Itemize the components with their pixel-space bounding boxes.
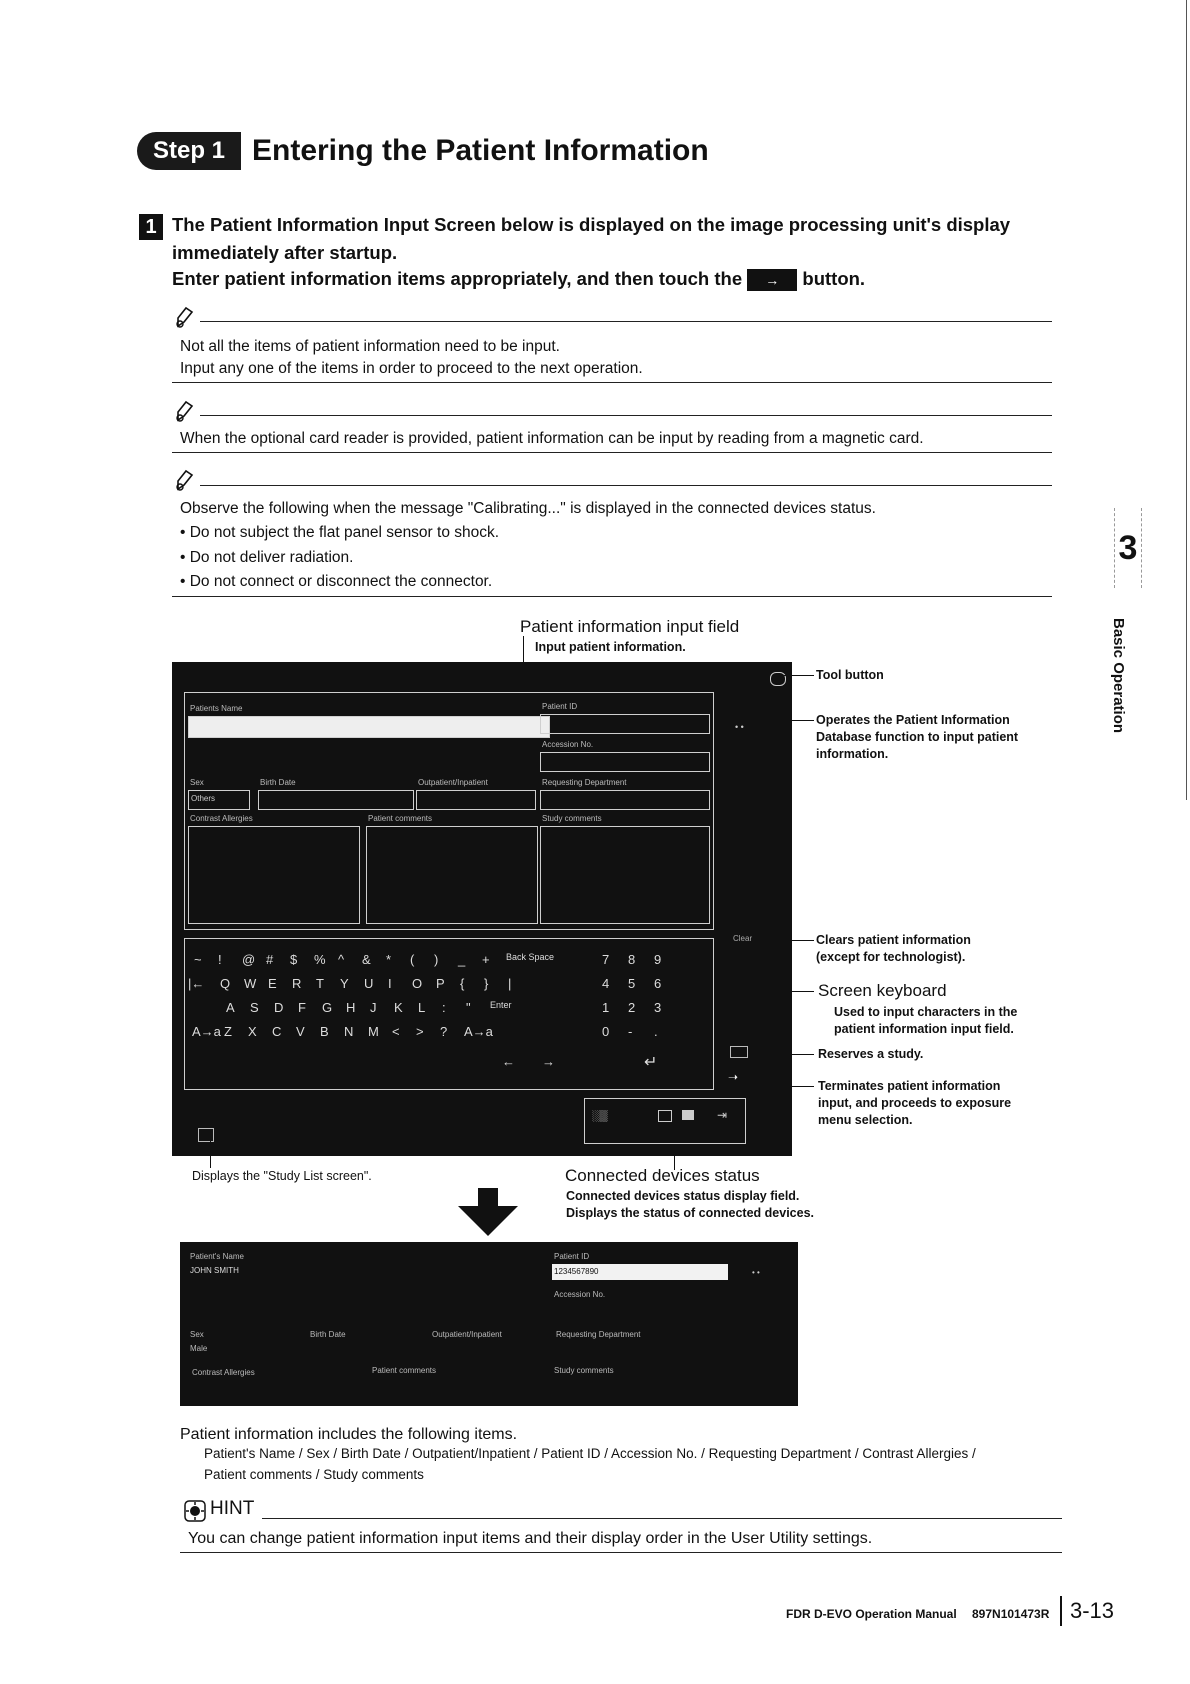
keyboard-key[interactable]: } — [484, 976, 489, 991]
s2-id-value: 1234567890 — [554, 1267, 599, 1276]
keyboard-key[interactable]: I — [388, 976, 392, 991]
devices-callout-line2: Displays the status of connected devices. — [566, 1206, 814, 1220]
database-callout — [816, 712, 1018, 763]
terminate-arrow-icon[interactable]: ➝ — [728, 1070, 739, 1084]
contrast-label: Contrast Allergies — [190, 814, 253, 823]
clear-callout-line1: Clears patient information — [816, 933, 971, 947]
study-comments-input[interactable] — [540, 826, 710, 924]
callout-line — [762, 940, 814, 941]
patients-name-input[interactable] — [188, 716, 550, 738]
database-callout-line3: information. — [816, 747, 889, 761]
keyboard-key[interactable]: # — [266, 952, 274, 967]
numpad-key[interactable]: 3 — [654, 1000, 662, 1015]
footer-manual: FDR D-EVO Operation Manual — [786, 1607, 957, 1621]
keyboard-key[interactable]: L — [418, 1000, 426, 1015]
s2-sex-label: Sex — [190, 1330, 204, 1339]
signal-icon: ░▒ — [592, 1110, 608, 1122]
keyboard-key[interactable]: C — [272, 1024, 282, 1039]
enter-return-key[interactable]: ↵ — [644, 1054, 658, 1071]
note1-line1: Not all the items of patient information need to be input. — [180, 338, 560, 355]
patient-entered-screen — [180, 1242, 798, 1406]
patient-id-input[interactable] — [540, 714, 710, 734]
reserve-study-icon[interactable] — [730, 1046, 748, 1058]
page-edge-line — [1186, 0, 1187, 800]
chapter-number: 3 — [1118, 529, 1138, 567]
requesting-input[interactable] — [540, 790, 710, 810]
numpad-key[interactable]: 9 — [654, 952, 662, 967]
numpad-key[interactable]: 1 — [602, 1000, 610, 1015]
outpatient-label: Outpatient/Inpatient — [418, 778, 488, 787]
note-pencil-icon — [172, 398, 198, 424]
keyboard-key[interactable]: R — [292, 976, 302, 991]
clear-callout-line2: (except for technologist). — [816, 950, 966, 964]
keyboard-key[interactable]: $ — [290, 952, 298, 967]
next-arrow-button-icon: → — [747, 269, 797, 291]
input-field-callout-title: Patient information input field — [520, 617, 740, 636]
note-rule — [172, 596, 1052, 597]
keyboard-key[interactable]: + — [482, 952, 490, 967]
s2-requesting-label: Requesting Department — [556, 1330, 641, 1339]
keyboard-key[interactable]: ) — [434, 952, 439, 967]
patient-id-label: Patient ID — [542, 702, 578, 711]
numpad-key[interactable]: 0 — [602, 1024, 610, 1039]
keyboard-key[interactable]: X — [248, 1024, 257, 1039]
keyboard-key[interactable]: ! — [218, 952, 222, 967]
devices-callout-line1: Connected devices status display field. — [566, 1189, 800, 1203]
keyboard-key[interactable]: @ — [242, 952, 256, 967]
panel-icon — [658, 1110, 672, 1122]
clear-callout — [816, 932, 971, 966]
keyboard-key[interactable]: % — [314, 952, 326, 967]
database-icon[interactable]: • • — [735, 722, 744, 732]
note-rule — [200, 485, 1052, 486]
callout-line — [760, 1086, 814, 1087]
birth-date-input[interactable] — [258, 790, 414, 810]
keyboard-key[interactable]: Y — [340, 976, 349, 991]
note3-line1: Observe the following when the message "Calibrating..." is displayed in the connected devices status. — [180, 500, 876, 517]
note3-line4: • Do not connect or disconnect the connector. — [180, 573, 493, 590]
keyboard-key[interactable]: A→a — [192, 1024, 221, 1039]
numpad-key[interactable]: 4 — [602, 976, 610, 991]
arrow-left-key[interactable]: ← — [502, 1054, 515, 1069]
sex-select[interactable] — [188, 790, 250, 810]
footer-code: 897N101473R — [972, 1607, 1050, 1621]
patient-input-screen — [172, 662, 792, 1156]
page-number: 3-13 — [1070, 1598, 1115, 1623]
keyboard-key[interactable]: " — [466, 1000, 471, 1015]
instruction-line1: The Patient Information Input Screen below is displayed on the image processing unit's display — [172, 214, 1011, 235]
step-badge: Step 1 — [137, 132, 241, 170]
devices-callout-title: Connected devices status — [565, 1166, 760, 1185]
instruction-number: 1 — [139, 214, 163, 240]
keyboard-key[interactable]: F — [298, 1000, 306, 1015]
hint-lightbulb-icon — [184, 1500, 206, 1522]
study-list-callout: Displays the "Study List screen". — [192, 1169, 372, 1183]
s2-outpatient-label: Outpatient/Inpatient — [432, 1330, 502, 1339]
s2-patients-name-label: Patient's Name — [190, 1252, 244, 1261]
note1-line2: Input any one of the items in order to proceed to the next operation. — [180, 360, 643, 377]
numpad-key[interactable]: 2 — [628, 1000, 636, 1015]
callout-line — [760, 720, 814, 721]
keyboard-key[interactable]: < — [392, 1024, 400, 1039]
keyboard-key[interactable]: T — [316, 976, 324, 991]
s2-patient-id-label: Patient ID — [554, 1252, 590, 1261]
devices-callout-desc — [566, 1188, 814, 1222]
items-intro: Patient information includes the following items. — [180, 1426, 518, 1443]
instruction-line2: immediately after startup. — [172, 242, 398, 263]
patient-comments-label: Patient comments — [368, 814, 433, 823]
keyboard-key[interactable]: M — [368, 1024, 379, 1039]
numpad-key[interactable]: 8 — [628, 952, 636, 967]
tool-button-callout: Tool button — [816, 668, 884, 682]
patients-name-label: Patients Name — [190, 704, 243, 713]
note-pencil-icon — [172, 467, 198, 493]
keyboard-key[interactable]: | — [508, 976, 512, 991]
database-callout-line1: Operates the Patient Information — [816, 713, 1010, 727]
keyboard-key[interactable]: & — [362, 952, 371, 967]
keyboard-callout-desc — [834, 1004, 1017, 1038]
hint-text: You can change patient information input items and their display order in the User Utility settings. — [188, 1530, 873, 1547]
instruction-line3 — [172, 268, 865, 291]
accession-label: Accession No. — [542, 740, 594, 749]
patient-comments-input[interactable] — [366, 826, 538, 924]
note3-line2: • Do not subject the flat panel sensor to shock. — [180, 524, 500, 541]
keyboard-key[interactable]: Enter — [490, 1000, 512, 1010]
keyboard-key[interactable]: E — [268, 976, 277, 991]
keyboard-key[interactable]: ? — [440, 1024, 448, 1039]
callout-line — [210, 1140, 211, 1168]
s2-sex-value: Male — [190, 1344, 208, 1353]
clear-button[interactable]: Clear — [733, 934, 753, 943]
callout-line — [714, 991, 814, 992]
keyboard-key[interactable]: D — [274, 1000, 284, 1015]
callout-line — [760, 1054, 814, 1055]
terminate-callout-line3: menu selection. — [818, 1113, 913, 1127]
keyboard-key[interactable]: S — [250, 1000, 259, 1015]
note-rule — [200, 321, 1052, 322]
keyboard-key[interactable]: Back Space — [506, 952, 555, 962]
note-rule — [172, 382, 1052, 383]
device-icon — [682, 1110, 694, 1120]
keyboard-key[interactable]: V — [296, 1024, 305, 1039]
keyboard-key[interactable]: J — [370, 1000, 377, 1015]
page-title: Entering the Patient Information — [252, 134, 709, 167]
numpad-key[interactable]: 5 — [628, 976, 636, 991]
keyboard-key[interactable]: O — [412, 976, 423, 991]
keyboard-key[interactable]: U — [364, 976, 374, 991]
keyboard-key[interactable]: Z — [224, 1024, 232, 1039]
keyboard-key[interactable]: H — [346, 1000, 356, 1015]
outpatient-select[interactable] — [416, 790, 536, 810]
chapter-label: Basic Operation — [1110, 618, 1127, 734]
contrast-input[interactable] — [188, 826, 360, 924]
birth-date-label: Birth Date — [260, 778, 296, 787]
down-arrow-icon — [458, 1188, 518, 1236]
keyboard-key[interactable]: N — [344, 1024, 354, 1039]
keyboard-key[interactable]: : — [442, 1000, 446, 1015]
numpad-key[interactable]: - — [628, 1024, 633, 1039]
study-list-icon[interactable] — [198, 1128, 214, 1142]
keyboard-key[interactable]: B — [320, 1024, 329, 1039]
terminate-callout-line2: input, and proceeds to exposure — [818, 1096, 1012, 1110]
items-list-line2: Patient comments / Study comments — [204, 1467, 424, 1482]
note-rule — [200, 415, 1052, 416]
keyboard-key[interactable]: G — [322, 1000, 333, 1015]
chapter-tab — [1114, 508, 1142, 588]
hint-rule — [262, 1518, 1062, 1519]
keyboard-key[interactable]: Q — [220, 976, 231, 991]
s2-study-comments-label: Study comments — [554, 1366, 614, 1375]
callout-line — [784, 675, 814, 676]
keyboard-key[interactable]: _ — [458, 952, 466, 967]
keyboard-key[interactable]: A — [226, 1000, 235, 1015]
terminate-callout — [818, 1078, 1011, 1129]
hint-rule — [180, 1552, 1062, 1553]
database-callout-line2: Database function to input patient — [816, 730, 1019, 744]
logout-icon[interactable]: ⇥ — [717, 1108, 728, 1122]
sex-label: Sex — [190, 778, 204, 787]
numpad-key[interactable]: 6 — [654, 976, 662, 991]
numpad-key[interactable]: . — [654, 1024, 658, 1039]
items-list-line1: Patient's Name / Sex / Birth Date / Outpatient/Inpatient / Patient ID / Accession No. / Requesting Department / Contrast Allergies / — [204, 1446, 976, 1461]
keyboard-callout-line1: Used to input characters in the — [834, 1005, 1018, 1019]
keyboard-key[interactable]: ^ — [338, 952, 345, 967]
note2-line1: When the optional card reader is provided, patient information can be input by reading from a magnetic card. — [180, 430, 924, 447]
study-comments-label: Study comments — [542, 814, 602, 823]
footer-divider — [1060, 1596, 1062, 1626]
keyboard-key[interactable]: ~ — [194, 952, 202, 967]
keyboard-key[interactable]: { — [460, 976, 465, 991]
s2-name-value: JOHN SMITH — [190, 1266, 239, 1275]
keyboard-callout-line2: patient information input field. — [834, 1022, 1014, 1036]
input-field-callout-desc: Input patient information. — [535, 640, 686, 654]
s2-database-icon[interactable]: • • — [752, 1268, 760, 1277]
keyboard-key[interactable]: P — [436, 976, 445, 991]
terminate-callout-line1: Terminates patient information — [818, 1079, 1001, 1093]
s2-accession-label: Accession No. — [554, 1290, 606, 1299]
arrow-right-key[interactable]: → — [542, 1054, 555, 1069]
hint-label: HINT — [210, 1498, 255, 1519]
s2-birth-date-label: Birth Date — [310, 1330, 346, 1339]
note3-line3: • Do not deliver radiation. — [180, 549, 354, 566]
keyboard-key[interactable]: |← — [188, 976, 205, 991]
instruction-line3-end: button. — [802, 268, 866, 289]
note-rule — [172, 452, 1052, 453]
accession-input[interactable] — [540, 752, 710, 772]
keyboard-key[interactable]: * — [386, 952, 392, 967]
keyboard-key[interactable]: ( — [410, 952, 415, 967]
keyboard-key[interactable]: W — [244, 976, 257, 991]
sex-value: Others — [191, 794, 216, 803]
note-pencil-icon — [172, 304, 198, 330]
requesting-label: Requesting Department — [542, 778, 627, 787]
s2-contrast-label: Contrast Allergies — [192, 1368, 255, 1377]
s2-patient-id-input[interactable] — [552, 1264, 728, 1280]
numpad-key[interactable]: 7 — [602, 952, 610, 967]
keyboard-key[interactable]: A→a — [464, 1024, 493, 1039]
instruction-line3-text: Enter patient information items appropriately, and then touch the — [172, 268, 743, 289]
keyboard-key[interactable]: > — [416, 1024, 424, 1039]
keyboard-key[interactable]: K — [394, 1000, 403, 1015]
s2-patient-comments-label: Patient comments — [372, 1366, 437, 1375]
reserve-callout: Reserves a study. — [818, 1047, 924, 1061]
keyboard-callout-title: Screen keyboard — [818, 981, 947, 1000]
